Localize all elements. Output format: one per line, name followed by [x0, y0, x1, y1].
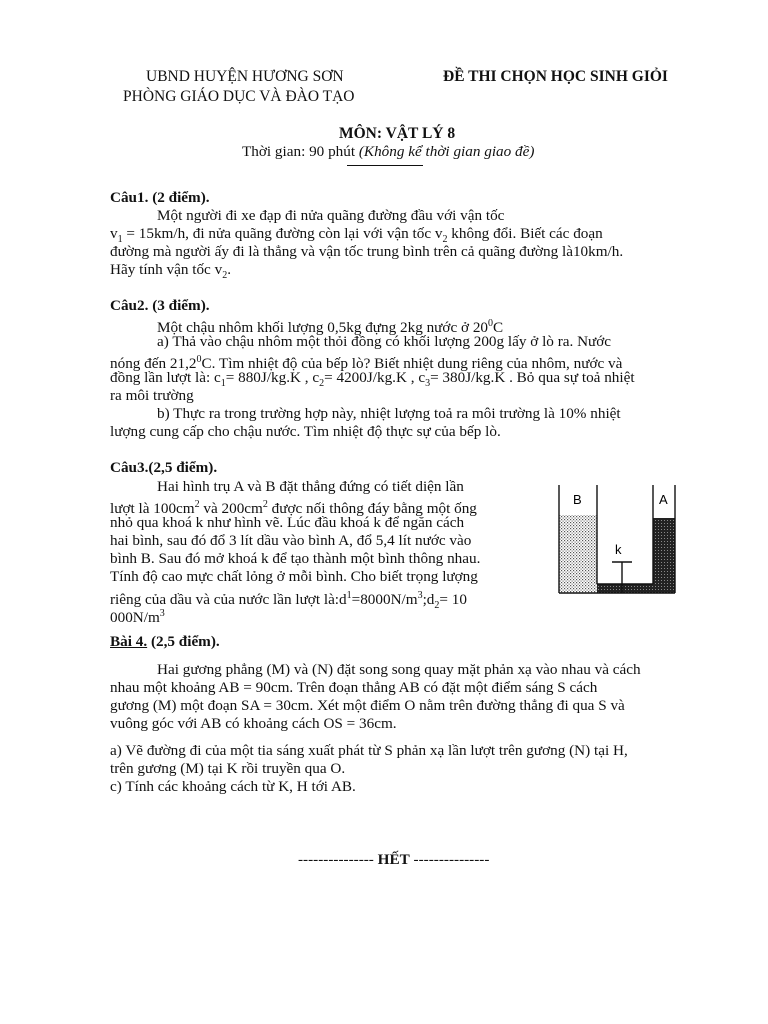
liquid-in-a — [653, 518, 675, 593]
q3-line-7: riêng của dầu và của nước lần lượt $là:d^1=8000N/m^3;d_2= 10$ — [110, 590, 467, 612]
time-note: (Không kể thời gian giao đề) — [358, 143, 535, 160]
q4-line-6: trên gương (M) tại K rồi truyền qua O. — [110, 760, 346, 777]
end-marker: --------------- HẾT --------------- — [298, 851, 490, 868]
time-line — [242, 143, 534, 161]
label-b: B — [573, 492, 582, 507]
department-name: PHÒNG GIÁO DỤC VÀ ĐÀO TẠO — [123, 88, 355, 105]
exam-title: ĐỀ THI CHỌN HỌC SINH GIỎI — [443, 68, 668, 85]
label-a: A — [659, 492, 668, 507]
subject-title: MÔN: VẬT LÝ 8 — [339, 125, 456, 142]
q2-line-7: lượng cung cấp cho chậu nước. Tìm nhiệt độ thực sự của bếp lò. — [110, 423, 501, 440]
q2-line-4: đồng lần lượt là: $c_1= 880J/kg.K$ , $c_2= 4200J/kg.K$ , $c_3= 380J/kg.K$ . Bỏ qua sự toả nhiệt — [110, 369, 635, 390]
q2-line-1: Một chậu nhôm khối lượng 0,5kg đựng 2kg nước ở $20^0C$ — [157, 318, 504, 337]
q4-line-5: a) Vẽ đường đi của một tia sáng xuất phát từ S phản xạ lần lượt trên gương (N) tại H, — [110, 742, 628, 759]
q1-line-1: Một người đi xe đạp đi nửa quãng đường đầu với vận tốc — [157, 207, 505, 224]
q4-line-3: gương (M) một đoạn SA = 30cm. Xét một điểm O nằm trên đường thẳng đi qua S và — [110, 697, 625, 714]
q2-heading: Câu2. (3 điểm). — [110, 297, 210, 314]
q1-heading: Câu1. (2 điểm). — [110, 189, 210, 206]
title-underline — [347, 165, 423, 166]
q2-line-3: nóng đến 21,2$^0$C. Tìm nhiệt độ của bếp lò? Biết nhiệt dung riêng của nhôm, nước và — [110, 354, 623, 373]
q3-heading: Câu3.(2,5 điểm). — [110, 459, 218, 476]
q2-line-5: ra môi trường — [110, 387, 194, 404]
label-k: k — [615, 542, 622, 557]
q3-line-2: lượt là $100cm^2$ và $200cm^2$ được nối thông đáy bằng một ống — [110, 499, 477, 518]
q4-heading: Bài 4. (2,5 điểm). — [110, 633, 220, 650]
q4-line-4: vuông góc với AB có khoảng cách OS = 36cm. — [110, 715, 397, 732]
q1-line-4: Hãy tính vận tốc $v_2$. — [110, 261, 231, 282]
q3-line-3: nhỏ qua khoá k như hình vẽ. Lúc đầu khoá k để ngăn cách — [110, 514, 465, 531]
q3-line-6: Tính độ cao mực chất lỏng ở mỗi bình. Cho biết trọng lượng — [110, 568, 478, 585]
water-in-b — [559, 515, 597, 593]
q1-line-3: đường mà người ấy đi là thẳng và vận tốc trung bình trên cả quãng đường là10km/h. — [110, 243, 624, 260]
q4-line-2: nhau một khoảng AB = 90cm. Trên đoạn thẳng AB có đặt một điểm sáng S cách — [110, 679, 598, 696]
q2-line-2: a) Thả vào chậu nhôm một thỏi đồng có khối lượng 200g lấy ở lò ra. Nước — [157, 333, 612, 350]
pipe-liquid — [597, 584, 653, 593]
q4-line-1: Hai gương phẳng (M) và (N) đặt song song quay mặt phản xạ vào nhau và cách — [157, 661, 641, 678]
time-label: Thời gian: 90 phút — [242, 143, 359, 160]
q1-line-2: $v_1 = 15km/h$, đi nửa quãng đường còn lại với vận tốc $v_2$ không đổi. Biết các đoạn — [110, 225, 603, 246]
q4-line-7: c) Tính các khoảng cách từ K, H tới AB. — [110, 778, 356, 795]
authority-name: UBND HUYỆN HƯƠNG SƠN — [146, 68, 344, 85]
q3-line-5: bình B. Sau đó mở khoá k để tạo thành một bình thông nhau. — [110, 550, 481, 567]
q2-line-6: b) Thực ra trong trường hợp này, nhiệt lượng toả ra môi trường là 10% nhiệt — [157, 405, 621, 422]
q3-line-4: hai bình, sau đó đổ 3 lít dầu vào bình A, đổ 5,4 lít nước vào — [110, 532, 472, 549]
communicating-vessels-figure — [552, 480, 684, 598]
q3-line-1: Hai hình trụ A và B đặt thẳng đứng có tiết diện lần — [157, 478, 464, 495]
q3-line-8: $000N/m^3$ — [110, 608, 165, 627]
